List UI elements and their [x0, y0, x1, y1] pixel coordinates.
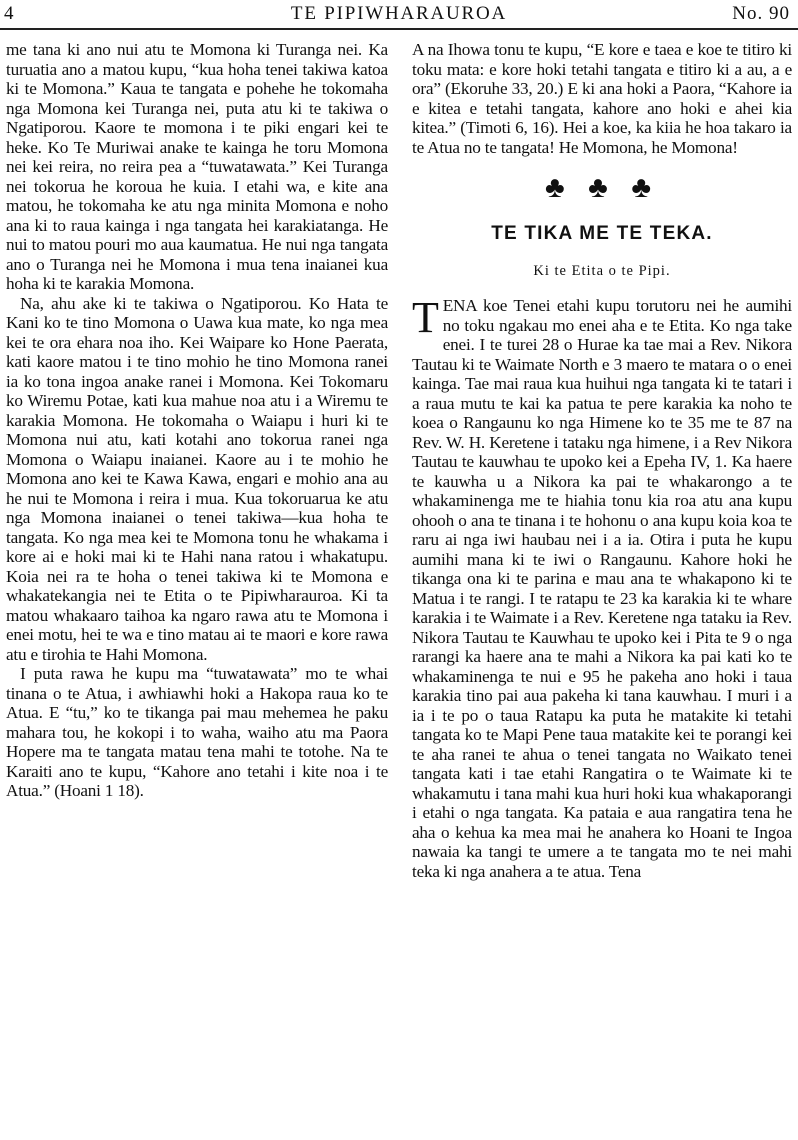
page-header [0, 0, 798, 30]
page-number: 4 [4, 3, 14, 24]
left-paragraph-3: I puta rawa he kupu ma “tuwatawata” mo te whai tinana o te Atua, i awhiawhi hoki a Hakopa raua ko te Atua. E “tu,” ko te tikanga pai mau mehemea he paku mahara tou, he kokopi i to waha, waiho atu ma Paora Hopere ma te tangata matau tena mahi te totohe. Na te Karaiti ano te kupu, “Kahore ano tetahi i kite noa i te Atua.” (Hoani 1 18). [6, 664, 388, 800]
article-byline: Ki te Etita o te Pipi. [533, 263, 671, 279]
right-paragraph-2 [412, 293, 792, 881]
left-column [6, 40, 388, 801]
issue-number: No. 90 [732, 3, 790, 24]
right-paragraph-1: A na Ihowa tonu te kupu, “E kore e taea e koe te titiro ki toku mata: e kore hoki tetahi tangata e titiro ki a au, a e ora” (Ekoruhe 33, 20.) E ki ana hoki a Paora, “Kahore ia e kitea e tetahi tangata, kahore ano hoki e ahei kia kitea.” (Timoti 6, 16). Hei a koe, ka kiia he hoa takaro ia te Atua no te tangata! He Momona, he Momona! [412, 40, 792, 157]
drop-cap: T [412, 293, 439, 342]
left-paragraph-2: Na, ahu ake ki te takiwa o Ngatiporou. Ko Hata te Kani ko te tino Momona o Uawa kua mate, ko nga mea kei te ora ehara noa iho. Kei Waipare ko Hone Paerata, kati kaore matou i te tino mohio he tino Momona ranei ia ko tona ingoa anake ranei i Momona. Kei Tokomaru ko Wiremu Potae, kati kua mahue noa atu i a Wiremu te karakia Momona. He tokomaha o Waiapu i huri ki te Momona nui atu, kati kotahi ano tokorua ranei nga Momona o Waiapu inaianei. Kaore au i te mohio he Momona ano kei te Kawa Kawa, engari e mohio ana au he nui te Momona i reira i mua. Kua tokoruarua ke atu nga Momona inaianei o tenei takiwa—kua hoha te tangata. Ko nga mea kei te Momona tonu he whakama i kore ai e hoki mai ki te Hahi nana ratou i whakatupu. Koia nei ra te hoha o tenei takiwa ki te Momona e whakatekangia nei te Etita o te Pipiwharauroa. Ki ta matou whakaaro taihoa ka ngaro rawa atu te Momona i enei motu, hei te wa e tino matau ai te maori e kore rawa atu e tirohia te Hahi Momona. [6, 293, 388, 664]
header-rule [0, 28, 798, 30]
right-paragraph-2-text: ENA koe Tenei etahi kupu torutoru nei he aumihi no toku ngakau mo enei aha e te Etita. Ko nga take enei. I te turei 28 o Hurae ka tae mai a Rev. Nikora Tautau ki te Waimate North e 3 maero te matara o o enei kainga. Tae mai raua kua huihui nga tangata ki te tatari i a raua mutu te kai ka patua te pere karakia ka noho te koea o Rangaunu ko nga Himene ko te 35 me te 87 na Rev. W. H. Keretene i tataku nga himene, i a Rev Nikora Tautau te kauwhau te upoko kei a Epeha IV, 1. Ka haere te kauwha u a Nikora ka pai te whakarongo a te whakaminenga me te hiahia tonu kia roa atu ana kupu ohooh o ana te tinana i te hohonu o ana kupu koia koa te raru ai nga iwi haubau nei i a ia. Otira i puta he kupu aumihi mana ki te iwi o Rangaunu. Kahore hoki he tikanga ona ki te parina e mau ana te whakapono ki te Matua i te rangi. I te ratapu te 23 ka karakia ki te whare karakia i te Waimate i a Rev. Keretene nga tataku ia Rev. Nikora Tautau te Kauwhau te upoko kei i Pita te 9 o nga rarangi ka haere ana te mahi a Nikora ka pai kati ko te whakaminenga te nui e 95 he pakeha ano hoki i taua karakia tino pai aua pakeha ki tana kauwhau. I muri i a ia i te po o taua Ratapu ka puta he matakite ki tetahi tangata ko te Mapi Pene taua matakite kei te porangi kei te aha ranei te ahua o tenei tangata no Waikato tenei tangata kati i tae etahi Rangatira o te Waimate ki te whakamutu i tana mahi kua huri hoki kua whakaporangi i etahi o nga tangata. Ka pataia e aua rangatira tena he aha o kehua ka mea mai he anahera ko Hoani te Ingoa nawaia ka tangi te umere a te tangata mo te nei mahi teka ki nga anahera a te atua. Tena [412, 296, 792, 881]
left-paragraph-1: me tana ki ano nui atu te Momona ki Turanga nei. Ka turuatia ano a matou kupu, “kua hoha tenei takiwa katoa ki te Momona.” Kaua te tangata e pohehe he tokomaha nga Momona kei Turanga nei, puta atu ki te takiwa o Ngatiporou. Kaore te momona i te piki engari kei te heke. Ko Te Muriwai anake te kainga he toru Momona nei kei reira, no reira pea a “tuwatawata.” Kei Turanga nei tokorua he koroua he kuia. I etahi wa, e kite ana matou, he tokomaha ke atu nga minita Momona e noho ana ki to raua kainga i nga tangata hei karakiatanga. He nui to matou pouri mo aua kaumatua. He nui nga tangata ano o Turanga nei he Momona i mua tena inaianei kua hoha ki te karakia Momona. [6, 40, 388, 293]
right-column [412, 40, 792, 881]
club-ornament-divider: ♣ ♣ ♣ [544, 171, 660, 204]
article-heading: TE TIKA ME TE TEKA. [491, 223, 713, 244]
publication-title: TE PIPIWHARAUROA [290, 3, 508, 24]
